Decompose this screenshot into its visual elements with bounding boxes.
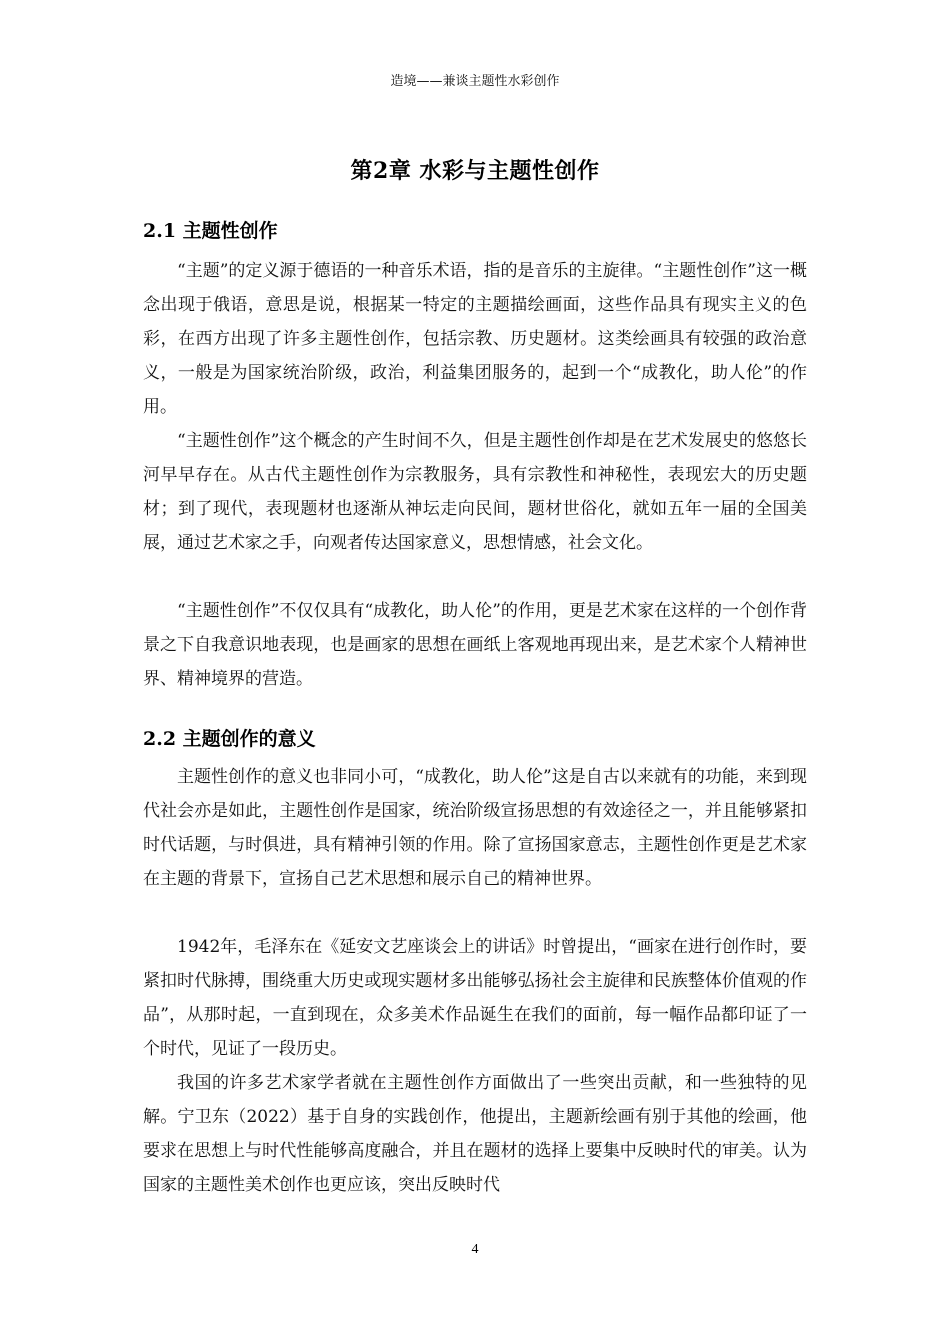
section-heading-2-1: 2.1 主题性创作 [143, 220, 278, 242]
paragraph: 1942年，毛泽东在《延安文艺座谈会上的讲话》时曾提出，“画家在进行创作时，要紧扣时代脉搏，围绕重大历史或现实题材多出能够弘扬社会主旋律和民族整体价值观的作品”，从那时起，一直到现在，众多美术作品诞生在我们的面前，每一幅作品都印证了一个时代，见证了一段历史。 [143, 937, 807, 1059]
paragraph: 主题性创作的意义也非同小可，“成教化，助人伦”这是自古以来就有的功能，来到现代社会亦是如此，主题性创作是国家，统治阶级宣扬思想的有效途径之一，并且能够紧扣时代话题，与时俱进，具有精神引领的作用。除了宣扬国家意志，主题性创作更是艺术家在主题的背景下，宣扬自己艺术思想和展示自己的精神世界。 [143, 767, 807, 889]
paragraph: “主题”的定义源于德语的一种音乐术语，指的是音乐的主旋律。“主题性创作”这一概念出现于俄语，意思是说，根据某一特定的主题描绘画面，这些作品具有现实主义的色彩，在西方出现了许多主题性创作，包括宗教、历史题材。这类绘画具有较强的政治意义，一般是为国家统治阶级，政治，利益集团服务的，起到一个“成教化，助人伦”的作用。 [143, 261, 807, 417]
running-header: 造境——兼谈主题性水彩创作 [390, 74, 560, 89]
paragraph: “主题性创作”这个概念的产生时间不久，但是主题性创作却是在艺术发展史的悠悠长河早早存在。从古代主题性创作为宗教服务，具有宗教性和神秘性，表现宏大的历史题材；到了现代，表现题材也逐渐从神坛走向民间，题材世俗化，就如五年一届的全国美展，通过艺术家之手，向观者传达国家意义，思想情感，社会文化。 [143, 431, 807, 553]
page-number: 4 [471, 1242, 479, 1257]
chapter-title: 第2章 水彩与主题性创作 [350, 158, 600, 184]
paragraph: “主题性创作”不仅仅具有“成教化，助人伦”的作用，更是艺术家在这样的一个创作背景之下自我意识地表现，也是画家的思想在画纸上客观地再现出来，是艺术家个人精神世界、精神境界的营造。 [143, 601, 807, 689]
paragraph: 我国的许多艺术家学者就在主题性创作方面做出了一些突出贡献，和一些独特的见解。宁卫东（2022）基于自身的实践创作，他提出，主题新绘画有别于其他的绘画，他要求在思想上与时代性能够高度融合，并且在题材的选择上要集中反映时代的审美。认为国家的主题性美术创作也更应该，突出反映时代 [143, 1073, 807, 1195]
section-heading-2-2: 2.2 主题创作的意义 [143, 728, 316, 750]
